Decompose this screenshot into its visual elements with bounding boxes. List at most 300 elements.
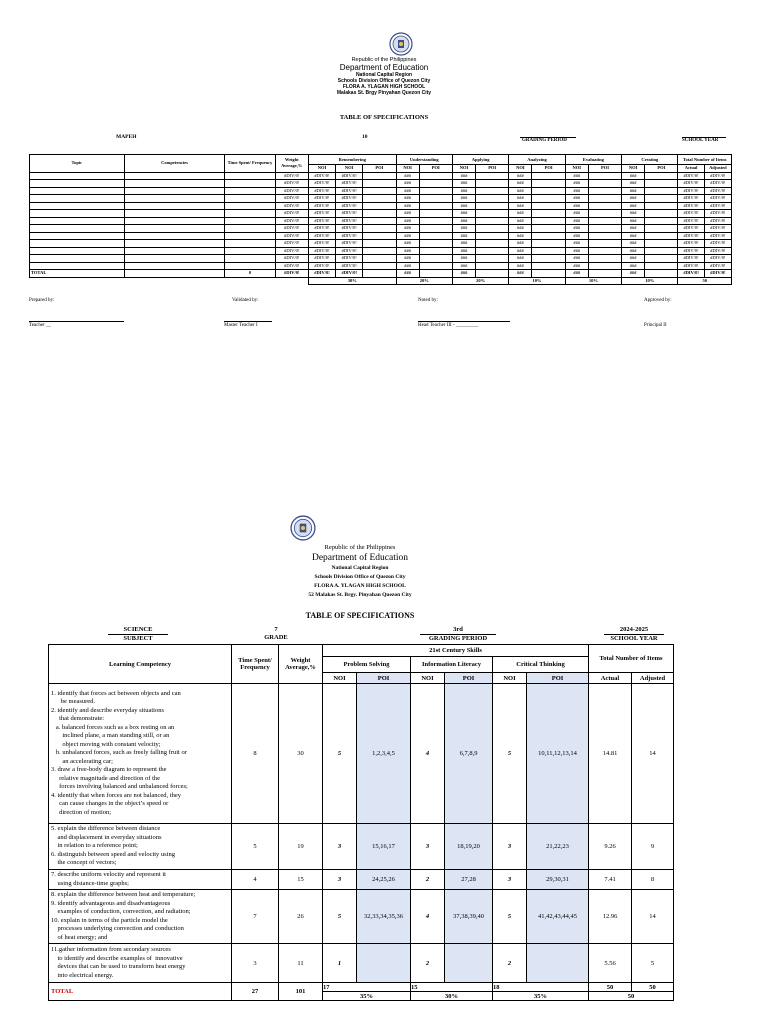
table-cell: ### <box>452 247 475 255</box>
cell-ps-poi: 1,2,3,4,5 <box>357 684 411 824</box>
percent-row <box>30 277 732 285</box>
cell-ps-poi: 15,16,17 <box>357 824 411 870</box>
table-cell: #DIV/0! <box>275 247 308 255</box>
table-row <box>30 180 732 188</box>
percent-cell: 10% <box>565 277 621 285</box>
table-cell: #DIV/0! <box>308 255 335 263</box>
col-understanding: Understanding <box>396 155 452 165</box>
cell-il-noi: 2 <box>411 870 445 890</box>
table-cell: ### <box>622 225 645 233</box>
grade-block <box>256 626 296 642</box>
table-cell <box>419 262 452 270</box>
table-cell: #DIV/0! <box>336 262 363 270</box>
table-cell: ### <box>565 187 588 195</box>
table-cell <box>588 232 621 240</box>
address-text: 52 Malakas St. Brgy. Pinyahan Quezon City <box>308 592 412 598</box>
cell-ct-poi: 10,11,12,13,14 <box>527 684 589 824</box>
grand-total-cell: 50 <box>589 992 674 1001</box>
table-cell: ### <box>452 240 475 248</box>
percent-cell: 30% <box>308 277 396 285</box>
table-cell: ### <box>509 217 532 225</box>
table-cell: #DIV/0! <box>678 180 704 188</box>
total-cell <box>532 270 565 278</box>
sheet2-header <box>210 544 510 600</box>
table-cell: #DIV/0! <box>704 172 731 180</box>
table-cell: ### <box>452 217 475 225</box>
table-cell <box>645 202 678 210</box>
table-cell: ### <box>622 240 645 248</box>
table-cell: #DIV/0! <box>275 255 308 263</box>
sheet1-subject: MAPEH <box>116 134 137 140</box>
table-cell <box>225 232 275 240</box>
cell-adjusted: 14 <box>632 684 674 824</box>
table-cell: #DIV/0! <box>704 225 731 233</box>
table-cell <box>225 202 275 210</box>
table-cell: #DIV/0! <box>275 210 308 218</box>
subcol-actual: Actual <box>678 165 704 173</box>
table-cell <box>419 255 452 263</box>
table-cell: ### <box>396 232 419 240</box>
table-cell <box>225 217 275 225</box>
table-cell <box>588 180 621 188</box>
table-cell: #DIV/0! <box>308 172 335 180</box>
table-cell: #DIV/0! <box>678 240 704 248</box>
table-cell <box>419 225 452 233</box>
table-cell <box>532 180 565 188</box>
prepared-by-label: Prepared by: <box>29 298 55 303</box>
validated-by-label: Validated by: <box>232 298 259 303</box>
table-cell: #DIV/0! <box>336 202 363 210</box>
table-cell <box>588 240 621 248</box>
table-cell: ### <box>565 217 588 225</box>
table-row <box>30 255 732 263</box>
table-cell: ### <box>396 202 419 210</box>
table-cell: ### <box>622 255 645 263</box>
table-cell: #DIV/0! <box>308 180 335 188</box>
subject-value: SCIENCE <box>108 626 168 635</box>
table-cell <box>419 172 452 180</box>
subcol-noi: NOI <box>509 165 532 173</box>
cell-ps-noi: 3 <box>323 870 357 890</box>
table-cell: ### <box>396 262 419 270</box>
col-ps-noi: NOI <box>323 673 357 684</box>
table-cell <box>476 247 509 255</box>
cell-competency: 8. explain the difference between heat and temperature; 9. identify advantageous and disadvantageous examples of conduction, convection, and radiation; 10. explain in terms of the particle model the processes underlying convection and conduction of heat energy; and <box>49 890 232 944</box>
total-cell: #DIV/0! <box>704 270 731 278</box>
table-cell <box>30 240 125 248</box>
table-cell: #DIV/0! <box>308 187 335 195</box>
table-cell: #DIV/0! <box>336 247 363 255</box>
table-cell: ### <box>396 217 419 225</box>
table-cell <box>30 187 125 195</box>
table-cell <box>124 187 225 195</box>
competency-row <box>49 824 674 870</box>
year-block <box>604 626 664 643</box>
col-total-items: Total Number of Items <box>589 645 674 673</box>
col-actual: Actual <box>589 673 632 684</box>
col-ct-noi: NOI <box>493 673 527 684</box>
table-cell: #DIV/0! <box>275 180 308 188</box>
table-cell: ### <box>396 195 419 203</box>
table-cell: ### <box>509 202 532 210</box>
col-creating: Creating <box>622 155 678 165</box>
period-value: 3rd <box>420 626 496 635</box>
table-cell <box>30 255 125 263</box>
table-cell <box>532 262 565 270</box>
cell-weight: 26 <box>279 890 323 944</box>
table-cell: ### <box>622 195 645 203</box>
table-cell <box>588 262 621 270</box>
department-text: Department of Education <box>339 63 429 72</box>
table-cell <box>476 195 509 203</box>
cell-ct-noi: 3 <box>493 824 527 870</box>
table-cell: ### <box>622 210 645 218</box>
table-cell <box>30 217 125 225</box>
table-cell <box>363 262 396 270</box>
total-cell <box>419 270 452 278</box>
cell-adjusted: 14 <box>632 890 674 944</box>
table-cell <box>532 195 565 203</box>
table-cell <box>645 262 678 270</box>
table-cell <box>532 240 565 248</box>
cell-time: 8 <box>232 684 279 824</box>
total-cell: TOTAL <box>30 270 125 278</box>
percent-cell: 20% <box>396 277 452 285</box>
school-text: FLORA A. YLAGAN HIGH SCHOOL <box>314 583 406 589</box>
table-cell <box>588 247 621 255</box>
table-cell: ### <box>452 187 475 195</box>
table-cell <box>532 202 565 210</box>
table-cell: #DIV/0! <box>308 195 335 203</box>
table-cell: ### <box>622 172 645 180</box>
table-cell <box>476 172 509 180</box>
table-cell <box>532 247 565 255</box>
total-cell: ### <box>509 270 532 278</box>
head-teacher-label: Head Teacher III - _________ <box>418 323 479 328</box>
table-cell: ### <box>565 172 588 180</box>
table-cell: #DIV/0! <box>678 187 704 195</box>
table-cell <box>476 232 509 240</box>
table-cell <box>476 180 509 188</box>
table-cell: #DIV/0! <box>704 217 731 225</box>
competency-row <box>49 890 674 944</box>
table-cell <box>225 187 275 195</box>
table-cell: #DIV/0! <box>678 202 704 210</box>
col-total-items: Total Number of Items <box>678 155 732 165</box>
total-cell: ### <box>622 270 645 278</box>
table-row <box>30 195 732 203</box>
deped-seal-icon <box>290 515 316 541</box>
table-cell <box>419 210 452 218</box>
table-cell: #DIV/0! <box>308 240 335 248</box>
division-text: Schools Division Office of Quezon City <box>314 574 406 580</box>
cell-ps-noi: 5 <box>323 684 357 824</box>
table-cell <box>476 187 509 195</box>
table-cell: ### <box>452 180 475 188</box>
cell-adjusted: 5 <box>632 944 674 983</box>
table-cell: #DIV/0! <box>308 232 335 240</box>
table-cell <box>532 255 565 263</box>
cell-time: 3 <box>232 944 279 983</box>
total-cell <box>357 983 411 992</box>
cell-ct-poi: 21,22,23 <box>527 824 589 870</box>
cell-ps-noi: 5 <box>323 890 357 944</box>
table-cell: #DIV/0! <box>336 240 363 248</box>
table-cell <box>363 202 396 210</box>
total-cell: 101 <box>279 983 323 1001</box>
col-il-poi: POI <box>445 673 493 684</box>
table-cell: #DIV/0! <box>704 262 731 270</box>
col-21st-century-skills: 21st Century Skills <box>323 645 589 657</box>
table-cell <box>363 232 396 240</box>
table-cell: ### <box>452 202 475 210</box>
cell-il-poi: 27,28 <box>445 870 493 890</box>
blank-cell <box>30 277 125 285</box>
table-cell: #DIV/0! <box>275 187 308 195</box>
sheet1-grade: 10 <box>362 134 368 140</box>
cell-ct-poi <box>527 944 589 983</box>
table-cell: ### <box>565 202 588 210</box>
region-text: National Capital Region <box>331 565 389 571</box>
table-cell <box>588 210 621 218</box>
cell-time: 4 <box>232 870 279 890</box>
table-cell: ### <box>396 187 419 195</box>
table-cell: #DIV/0! <box>678 225 704 233</box>
col-evaluating: Evaluating <box>565 155 621 165</box>
col-critical-thinking: Critical Thinking <box>493 657 589 673</box>
cell-ps-noi: 3 <box>323 824 357 870</box>
table-cell: ### <box>509 172 532 180</box>
total-cell: 0 <box>225 270 275 278</box>
col-time: Time Spent/ Frequency <box>232 645 279 684</box>
table-cell: #DIV/0! <box>336 195 363 203</box>
table-cell <box>124 217 225 225</box>
subcol-noi: NOI <box>565 165 588 173</box>
cell-ct-noi: 5 <box>493 890 527 944</box>
competency-row <box>49 684 674 824</box>
total-cell: 50 <box>632 983 674 992</box>
subcol-poi: POI <box>532 165 565 173</box>
republic-text: Republic of the Philippines <box>324 544 396 551</box>
percent-cell: 30% <box>411 992 493 1001</box>
table-cell: #DIV/0! <box>678 232 704 240</box>
cell-ps-poi <box>357 944 411 983</box>
table-cell <box>363 180 396 188</box>
sheet1-header <box>234 57 534 96</box>
cell-weight: 11 <box>279 944 323 983</box>
table-cell: ### <box>622 180 645 188</box>
table-cell <box>124 195 225 203</box>
table-cell <box>588 225 621 233</box>
cell-weight: 30 <box>279 684 323 824</box>
table-cell: ### <box>452 255 475 263</box>
table-row <box>30 210 732 218</box>
table-cell: #DIV/0! <box>308 247 335 255</box>
table-cell: #DIV/0! <box>275 232 308 240</box>
subcol-noi: NOI <box>308 165 335 173</box>
table-cell: #DIV/0! <box>275 172 308 180</box>
table-cell: #DIV/0! <box>704 210 731 218</box>
table-cell: ### <box>452 195 475 203</box>
table-cell: ### <box>396 180 419 188</box>
cell-competency: 11.gather information from secondary sources to identify and describe examples of innovative devices that can be used to transform heat energy into electrical energy. <box>49 944 232 983</box>
cell-actual: 7.41 <box>589 870 632 890</box>
cell-il-poi <box>445 944 493 983</box>
table-cell <box>124 247 225 255</box>
cell-ct-poi: 29,30,31 <box>527 870 589 890</box>
table-cell <box>124 202 225 210</box>
subcol-poi: POI <box>363 165 396 173</box>
table-row <box>30 187 732 195</box>
table-cell: #DIV/0! <box>704 202 731 210</box>
percent-cell: 10% <box>509 277 565 285</box>
table-cell <box>225 210 275 218</box>
table-cell <box>30 232 125 240</box>
table-cell: ### <box>396 225 419 233</box>
subcol-poi: POI <box>588 165 621 173</box>
table-cell: #DIV/0! <box>704 187 731 195</box>
total-cell: #DIV/0! <box>336 270 363 278</box>
table-cell: #DIV/0! <box>275 225 308 233</box>
cell-weight: 19 <box>279 824 323 870</box>
cell-il-poi: 37,38,39,40 <box>445 890 493 944</box>
total-cell: #DIV/0! <box>275 270 308 278</box>
cell-weight: 15 <box>279 870 323 890</box>
subcol-noi: NOI <box>336 165 363 173</box>
table-cell: #DIV/0! <box>678 210 704 218</box>
table-cell: ### <box>622 232 645 240</box>
teacher-label: Teacher __ <box>29 323 51 328</box>
table-cell <box>645 195 678 203</box>
cell-ps-poi: 24,25,26 <box>357 870 411 890</box>
table-cell: #DIV/0! <box>308 217 335 225</box>
table-cell <box>645 255 678 263</box>
table-cell: ### <box>565 240 588 248</box>
col-remembering: Remembering <box>308 155 396 165</box>
table-cell: ### <box>565 232 588 240</box>
table-cell <box>588 172 621 180</box>
table-cell <box>419 232 452 240</box>
table-cell: #DIV/0! <box>275 195 308 203</box>
table-cell <box>588 202 621 210</box>
col-applying: Applying <box>452 155 508 165</box>
total-cell: ### <box>396 270 419 278</box>
table-cell: ### <box>509 240 532 248</box>
table-cell <box>476 240 509 248</box>
total-items-cell: 50 <box>678 277 732 285</box>
subcol-poi: POI <box>476 165 509 173</box>
table-cell: ### <box>396 247 419 255</box>
competency-row <box>49 870 674 890</box>
table-cell <box>30 180 125 188</box>
sheet1-grading-period: GRADING PERIOD <box>522 138 567 143</box>
cell-ct-poi: 41,42,43,44,45 <box>527 890 589 944</box>
table-cell: #DIV/0! <box>704 255 731 263</box>
subcol-noi: NOI <box>396 165 419 173</box>
total-cell: #DIV/0! <box>678 270 704 278</box>
cell-il-noi: 4 <box>411 684 445 824</box>
division-text: Schools Division Office of Quezon City <box>337 78 431 84</box>
sheet1-spec-table <box>29 154 732 285</box>
table-cell: #DIV/0! <box>678 195 704 203</box>
cell-adjusted: 9 <box>632 824 674 870</box>
table-cell <box>588 187 621 195</box>
subcol-poi: POI <box>419 165 452 173</box>
table-cell: #DIV/0! <box>336 225 363 233</box>
table-cell <box>124 172 225 180</box>
blank-cell <box>225 277 275 285</box>
table-cell: #DIV/0! <box>336 217 363 225</box>
table-cell <box>476 202 509 210</box>
total-cell <box>645 270 678 278</box>
table-cell <box>363 187 396 195</box>
sheet2-title: TABLE OF SPECIFICATIONS <box>305 611 415 620</box>
table-row <box>30 202 732 210</box>
table-cell: ### <box>622 202 645 210</box>
table-cell <box>363 247 396 255</box>
table-cell: #DIV/0! <box>678 262 704 270</box>
table-cell <box>419 187 452 195</box>
total-cell <box>527 983 589 992</box>
total-cell: ### <box>452 270 475 278</box>
table-cell <box>645 240 678 248</box>
table-cell <box>225 240 275 248</box>
table-cell: ### <box>565 180 588 188</box>
table-cell: #DIV/0! <box>678 255 704 263</box>
table-cell: #DIV/0! <box>704 232 731 240</box>
total-cell <box>445 983 493 992</box>
table-cell <box>645 172 678 180</box>
table-cell: ### <box>452 172 475 180</box>
table-cell: ### <box>565 255 588 263</box>
table-cell: ### <box>509 180 532 188</box>
table-cell <box>532 210 565 218</box>
department-text: Department of Education <box>311 553 409 563</box>
total-cell: 50 <box>589 983 632 992</box>
table-cell: ### <box>509 247 532 255</box>
table-cell <box>225 262 275 270</box>
total-cell: 18 <box>493 983 527 992</box>
subject-block <box>108 626 168 643</box>
table-cell <box>532 187 565 195</box>
cell-ct-noi: 5 <box>493 684 527 824</box>
total-cell <box>476 270 509 278</box>
table-cell: #DIV/0! <box>336 187 363 195</box>
table-row <box>30 225 732 233</box>
table-cell <box>419 247 452 255</box>
school-text: FLORA A. YLAGAN HIGH SCHOOL <box>342 84 426 90</box>
table-cell <box>30 225 125 233</box>
approved-by-label: Approved by: <box>644 298 672 303</box>
table-cell: #DIV/0! <box>308 225 335 233</box>
table-row <box>30 262 732 270</box>
address-text: Malakas St. Brgy Pinyahan Quezon City <box>336 90 432 96</box>
cell-actual: 14.81 <box>589 684 632 824</box>
table-cell: ### <box>565 262 588 270</box>
subcol-poi: POI <box>645 165 678 173</box>
table-cell: ### <box>622 217 645 225</box>
table-cell <box>645 225 678 233</box>
table-cell: ### <box>622 262 645 270</box>
table-cell <box>588 195 621 203</box>
table-cell: #DIV/0! <box>704 247 731 255</box>
table-cell: ### <box>396 172 419 180</box>
table-cell: #DIV/0! <box>678 247 704 255</box>
col-topic: Topic <box>30 155 125 173</box>
table-row <box>30 240 732 248</box>
table-cell <box>419 217 452 225</box>
table-cell <box>225 195 275 203</box>
